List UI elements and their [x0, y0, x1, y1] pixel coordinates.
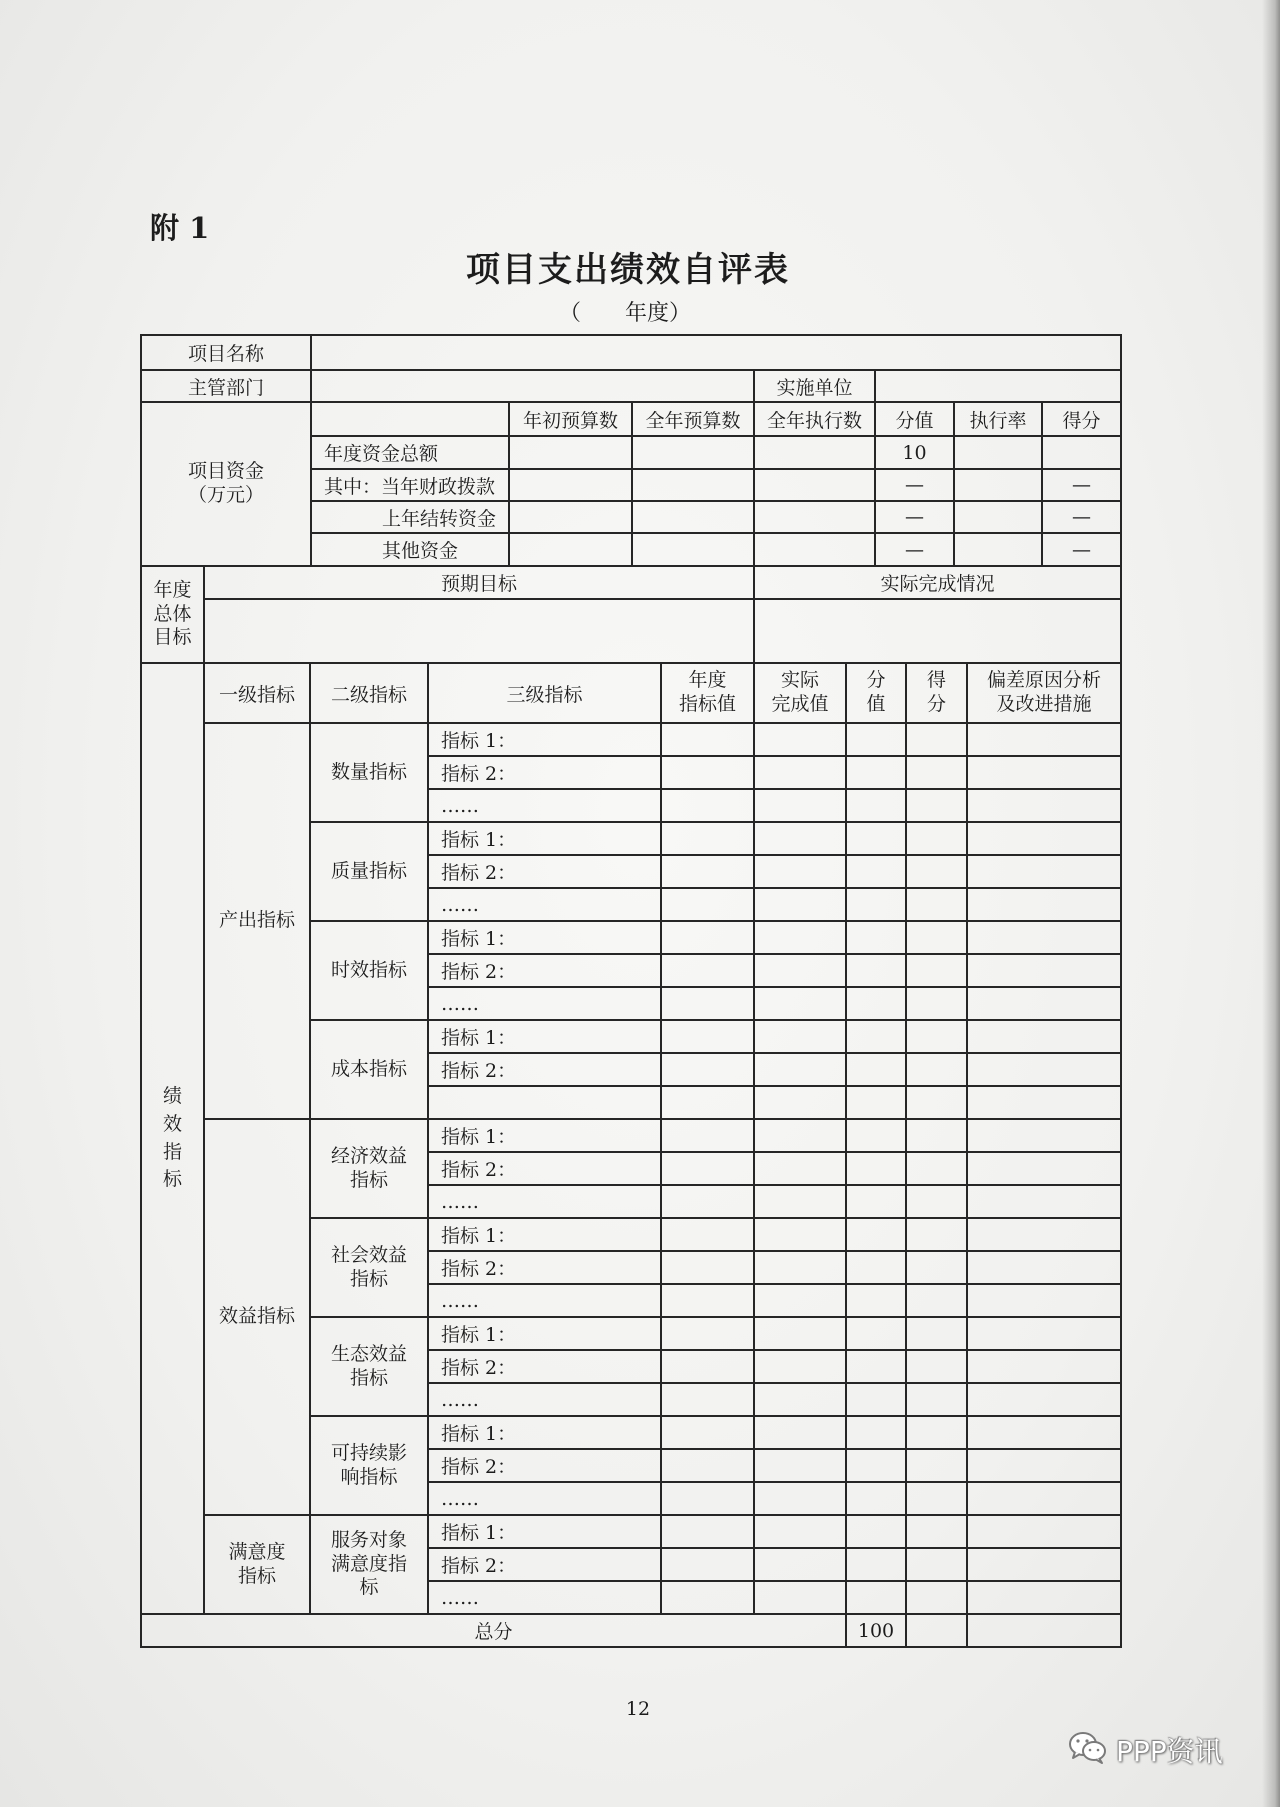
actual-cell [754, 1119, 846, 1152]
level3-item: 指标 1： [428, 1218, 661, 1251]
level3-item: 指标 1： [428, 1317, 661, 1350]
header-execution-rate: 执行率 [954, 402, 1042, 436]
department-label: 主管部门 [141, 370, 311, 402]
actual-cell [754, 1251, 846, 1284]
funds-unit: （万元） [187, 484, 264, 506]
project-name-label: 项目名称 [141, 335, 311, 370]
annual-budget-cell [632, 436, 754, 469]
deviation-cell [967, 1020, 1121, 1053]
annual-budget-cell [632, 469, 754, 501]
level2-economic: 经济效益 指标 [310, 1119, 428, 1218]
level3-item: …… [428, 888, 661, 921]
level3-item: 指标 2： [428, 1251, 661, 1284]
actual-cell [754, 1020, 846, 1053]
deviation-cell [967, 1416, 1121, 1449]
actual-cell [754, 1218, 846, 1251]
actual-cell [754, 1482, 846, 1515]
scan-right-edge [1262, 0, 1280, 1807]
indicator-row [141, 723, 1121, 756]
obtained-cell [906, 1053, 967, 1086]
form-tables [140, 334, 1120, 1648]
level1-satisfaction: 满意度 指标 [204, 1515, 310, 1614]
execution-rate-cell [954, 501, 1042, 533]
annual-budget-cell [632, 501, 754, 533]
total-score: 100 [846, 1614, 906, 1647]
obtained-cell [906, 1449, 967, 1482]
actual-cell [754, 1449, 846, 1482]
annual-execution-cell [754, 436, 875, 469]
target-cell [661, 1185, 754, 1218]
level3-item: 指标 1： [428, 1119, 661, 1152]
score-cell [846, 888, 906, 921]
obtained-cell [906, 1086, 967, 1119]
initial-budget-cell [509, 469, 632, 501]
deviation-cell [967, 1482, 1121, 1515]
score-cell [846, 1383, 906, 1416]
level3-item: …… [428, 987, 661, 1020]
initial-budget-cell [509, 436, 632, 469]
target-cell [661, 954, 754, 987]
actual-cell [754, 987, 846, 1020]
page-number: 12 [625, 1698, 651, 1720]
target-cell [661, 855, 754, 888]
level1-benefit: 效益指标 [204, 1119, 310, 1515]
annual-goal-header-row [141, 566, 1121, 599]
annual-goal-label: 年度 总体 目标 [141, 566, 204, 663]
obtained-cell [906, 1218, 967, 1251]
actual-cell [754, 1416, 846, 1449]
score-cell [846, 1251, 906, 1284]
score-cell [846, 822, 906, 855]
actual-cell [754, 921, 846, 954]
obtained-cell [906, 855, 967, 888]
score-obtained-cell: — [1042, 469, 1121, 501]
level3-item: 指标 1： [428, 1020, 661, 1053]
deviation-cell [967, 756, 1121, 789]
deviation-cell [967, 1317, 1121, 1350]
level3-item: 指标 1： [428, 1416, 661, 1449]
score-cell [846, 855, 906, 888]
level3-item: 指标 2： [428, 1548, 661, 1581]
header-score-obtained: 得分 [1042, 402, 1121, 436]
obtained-cell [906, 1515, 967, 1548]
funds-source-header [311, 402, 509, 436]
watermark [1068, 1730, 1223, 1770]
funds-label-cell [141, 402, 311, 566]
header-annual-target: 年度 指标值 [661, 663, 754, 723]
level2-service-satisfaction: 服务对象 满意度指 标 [310, 1515, 428, 1614]
annual-goal-content-row [141, 599, 1121, 663]
execution-rate-cell [954, 469, 1042, 501]
level3-item: 指标 2： [428, 954, 661, 987]
deviation-cell [967, 1086, 1121, 1119]
obtained-cell [906, 954, 967, 987]
funds-row-label: 其中：当年财政拨款 [311, 469, 509, 501]
total-score-obtained [906, 1614, 967, 1647]
obtained-cell [906, 1416, 967, 1449]
level3-item: …… [428, 789, 661, 822]
actual-cell [754, 1086, 846, 1119]
actual-cell [754, 1053, 846, 1086]
actual-cell [754, 1152, 846, 1185]
obtained-cell [906, 789, 967, 822]
score-cell [846, 1581, 906, 1614]
deviation-cell [967, 1548, 1121, 1581]
obtained-cell [906, 921, 967, 954]
obtained-cell [906, 1317, 967, 1350]
level2-cost: 成本指标 [310, 1020, 428, 1119]
target-cell [661, 1251, 754, 1284]
level3-item: …… [428, 1581, 661, 1614]
target-cell [661, 1086, 754, 1119]
level3-item: 指标 1： [428, 1515, 661, 1548]
score-cell [846, 1086, 906, 1119]
funds-header-row [141, 402, 1121, 436]
deviation-cell [967, 1449, 1121, 1482]
header-level2: 二级指标 [310, 663, 428, 723]
form-title: 项目支出绩效自评表 [466, 250, 790, 290]
total-label: 总分 [141, 1614, 846, 1647]
indicator-row [141, 1119, 1121, 1152]
target-cell [661, 789, 754, 822]
target-cell [661, 1515, 754, 1548]
header-score: 分值 [875, 402, 954, 436]
target-cell [661, 1383, 754, 1416]
score-cell [846, 987, 906, 1020]
obtained-cell [906, 1251, 967, 1284]
score-cell [846, 1053, 906, 1086]
level2-timeliness: 时效指标 [310, 921, 428, 1020]
deviation-cell [967, 1251, 1121, 1284]
obtained-cell [906, 1119, 967, 1152]
deviation-cell [967, 1515, 1121, 1548]
level3-item: …… [428, 1383, 661, 1416]
wechat-icon [1068, 1731, 1108, 1769]
obtained-cell [906, 1383, 967, 1416]
obtained-cell [906, 756, 967, 789]
score-cell [846, 723, 906, 756]
execution-rate-cell [954, 436, 1042, 469]
deviation-cell [967, 1152, 1121, 1185]
actual-cell [754, 888, 846, 921]
actual-cell [754, 723, 846, 756]
target-cell [661, 1020, 754, 1053]
level3-item [428, 1086, 661, 1119]
score-cell: 10 [875, 436, 954, 469]
target-cell [661, 1581, 754, 1614]
level2-ecological: 生态效益 指标 [310, 1317, 428, 1416]
initial-budget-cell [509, 533, 632, 566]
level3-item: 指标 2： [428, 1152, 661, 1185]
score-cell [846, 1185, 906, 1218]
obtained-cell [906, 888, 967, 921]
year-line: （ 年度） [558, 301, 691, 326]
obtained-cell [906, 1548, 967, 1581]
funding-table [140, 334, 1122, 567]
level3-item: 指标 2： [428, 1350, 661, 1383]
score-cell: — [875, 501, 954, 533]
performance-indicators-label: 绩 效 指 标 [141, 663, 204, 1614]
deviation-cell [967, 1284, 1121, 1317]
score-cell [846, 1548, 906, 1581]
deviation-cell [967, 987, 1121, 1020]
indicator-header-row [141, 663, 1121, 723]
actual-cell [754, 756, 846, 789]
target-cell [661, 921, 754, 954]
annual-execution-cell [754, 501, 875, 533]
header-level1: 一级指标 [204, 663, 310, 723]
funds-label: 项目资金 [187, 460, 264, 483]
header-deviation: 偏差原因分析 及改进措施 [967, 663, 1121, 723]
deviation-cell [967, 855, 1121, 888]
annual-budget-cell [632, 533, 754, 566]
actual-cell [754, 789, 846, 822]
obtained-cell [906, 723, 967, 756]
actual-completion-header: 实际完成情况 [754, 566, 1121, 599]
actual-cell [754, 855, 846, 888]
initial-budget-cell [509, 501, 632, 533]
actual-cell [754, 1317, 846, 1350]
actual-completion-value [754, 599, 1121, 663]
obtained-cell [906, 1020, 967, 1053]
target-cell [661, 756, 754, 789]
annual-execution-cell [754, 533, 875, 566]
score-cell [846, 1119, 906, 1152]
level3-item: 指标 1： [428, 822, 661, 855]
header-score-obtained: 得 分 [906, 663, 967, 723]
level3-item: 指标 2： [428, 855, 661, 888]
level3-item: 指标 1： [428, 723, 661, 756]
header-annual-budget: 全年预算数 [632, 402, 754, 436]
target-cell [661, 987, 754, 1020]
target-cell [661, 1119, 754, 1152]
deviation-cell [967, 1185, 1121, 1218]
level2-social: 社会效益 指标 [310, 1218, 428, 1317]
obtained-cell [906, 1482, 967, 1515]
target-cell [661, 1317, 754, 1350]
level3-item: …… [428, 1185, 661, 1218]
target-cell [661, 1152, 754, 1185]
level3-item: 指标 2： [428, 1053, 661, 1086]
department-row [141, 370, 1121, 402]
total-deviation [967, 1614, 1121, 1647]
deviation-cell [967, 921, 1121, 954]
actual-cell [754, 822, 846, 855]
score-cell [846, 1416, 906, 1449]
score-obtained-cell: — [1042, 533, 1121, 566]
header-annual-execution: 全年执行数 [754, 402, 875, 436]
score-cell [846, 1515, 906, 1548]
score-cell [846, 1284, 906, 1317]
actual-cell [754, 1284, 846, 1317]
project-name-value [311, 335, 1121, 370]
score-obtained-cell: — [1042, 501, 1121, 533]
target-cell [661, 1449, 754, 1482]
obtained-cell [906, 1284, 967, 1317]
actual-cell [754, 1548, 846, 1581]
actual-cell [754, 1383, 846, 1416]
level2-sustainability: 可持续影 响指标 [310, 1416, 428, 1515]
deviation-cell [967, 888, 1121, 921]
header-actual-value: 实际 完成值 [754, 663, 846, 723]
obtained-cell [906, 822, 967, 855]
funds-row-label: 上年结转资金 [311, 501, 509, 533]
score-cell [846, 1449, 906, 1482]
target-cell [661, 1482, 754, 1515]
execution-rate-cell [954, 533, 1042, 566]
level3-item: 指标 1： [428, 921, 661, 954]
header-score: 分 值 [846, 663, 906, 723]
level3-item: …… [428, 1284, 661, 1317]
level2-quantity: 数量指标 [310, 723, 428, 822]
level3-item: 指标 2： [428, 1449, 661, 1482]
obtained-cell [906, 1581, 967, 1614]
score-cell [846, 1350, 906, 1383]
obtained-cell [906, 1185, 967, 1218]
score-cell: — [875, 469, 954, 501]
score-cell [846, 1317, 906, 1350]
funds-row-label: 其他资金 [311, 533, 509, 566]
deviation-cell [967, 1053, 1121, 1086]
expected-goal-header: 预期目标 [204, 566, 754, 599]
target-cell [661, 1053, 754, 1086]
score-cell [846, 789, 906, 822]
annual-execution-cell [754, 469, 875, 501]
level2-quality: 质量指标 [310, 822, 428, 921]
target-cell [661, 1350, 754, 1383]
watermark-text: PPP资讯 [1116, 1735, 1223, 1768]
target-cell [661, 1416, 754, 1449]
deviation-cell [967, 1581, 1121, 1614]
obtained-cell [906, 1350, 967, 1383]
target-cell [661, 1218, 754, 1251]
deviation-cell [967, 1218, 1121, 1251]
actual-cell [754, 1185, 846, 1218]
target-cell [661, 1284, 754, 1317]
obtained-cell [906, 1152, 967, 1185]
deviation-cell [967, 1350, 1121, 1383]
deviation-cell [967, 723, 1121, 756]
funds-row-label: 年度资金总额 [311, 436, 509, 469]
score-cell [846, 1020, 906, 1053]
deviation-cell [967, 1383, 1121, 1416]
actual-cell [754, 1515, 846, 1548]
target-cell [661, 888, 754, 921]
obtained-cell [906, 987, 967, 1020]
header-level3: 三级指标 [428, 663, 661, 723]
score-cell [846, 1152, 906, 1185]
indicator-table [140, 565, 1122, 1648]
actual-cell [754, 1581, 846, 1614]
score-cell [846, 1218, 906, 1251]
level3-item: …… [428, 1482, 661, 1515]
level1-output: 产出指标 [204, 723, 310, 1119]
score-cell [846, 1482, 906, 1515]
score-cell [846, 756, 906, 789]
department-value [311, 370, 754, 402]
total-row [141, 1614, 1121, 1647]
score-obtained-cell [1042, 436, 1121, 469]
score-cell [846, 954, 906, 987]
actual-cell [754, 1350, 846, 1383]
target-cell [661, 1548, 754, 1581]
score-cell [846, 921, 906, 954]
actual-cell [754, 954, 846, 987]
target-cell [661, 723, 754, 756]
implementing-unit-value [875, 370, 1121, 402]
implementing-unit-label: 实施单位 [754, 370, 875, 402]
level3-item: 指标 2： [428, 756, 661, 789]
deviation-cell [967, 1119, 1121, 1152]
attachment-label: 附 1 [150, 211, 210, 245]
expected-goal-value [204, 599, 754, 663]
deviation-cell [967, 789, 1121, 822]
header-initial-budget: 年初预算数 [509, 402, 632, 436]
deviation-cell [967, 822, 1121, 855]
score-cell: — [875, 533, 954, 566]
project-name-row [141, 335, 1121, 370]
deviation-cell [967, 954, 1121, 987]
target-cell [661, 822, 754, 855]
indicator-row [141, 1515, 1121, 1548]
